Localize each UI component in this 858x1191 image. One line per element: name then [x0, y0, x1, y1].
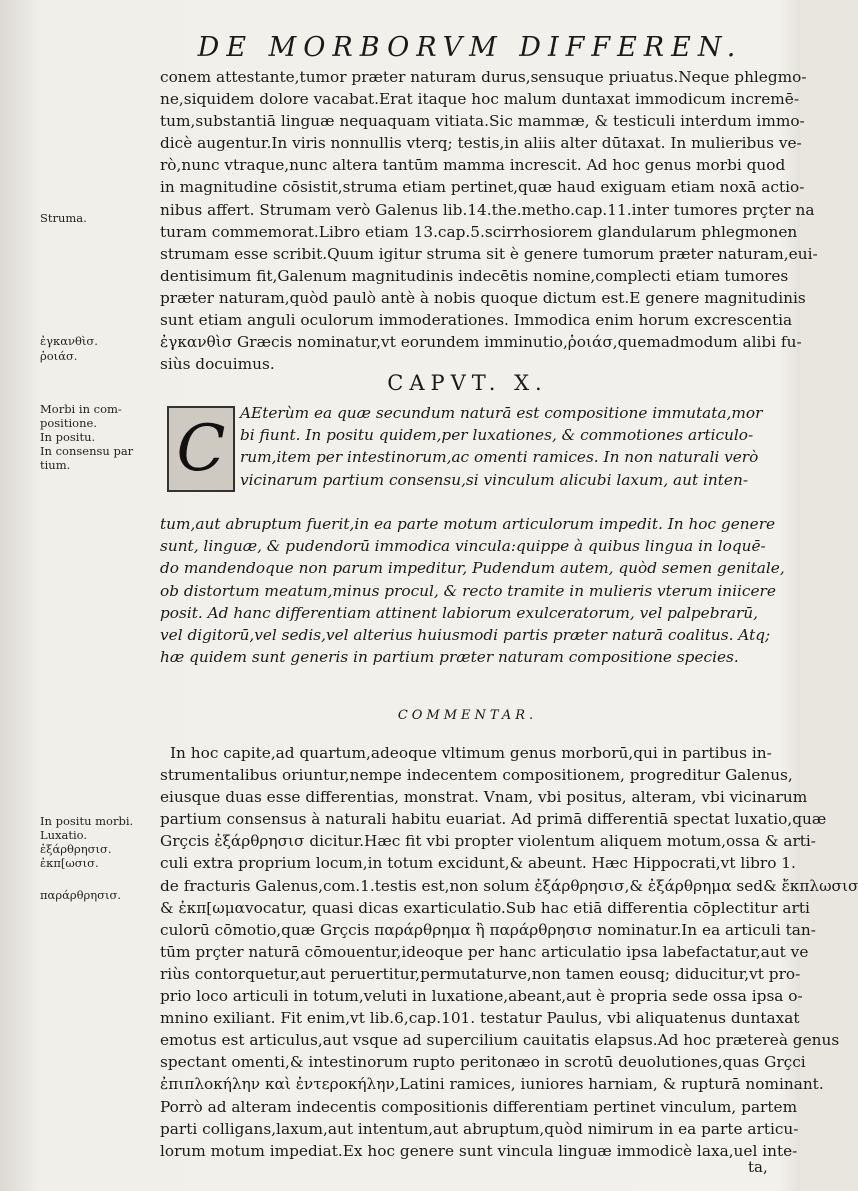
- margin-note-line: ἐκπ[ωσισ.: [40, 856, 99, 870]
- margin-note-line: In positu morbi.: [40, 814, 134, 828]
- text-line: AEterùm ea quæ secundum naturā est compositione immutata,mor: [240, 404, 763, 422]
- text-line: bi fiunt. In positu quidem,per luxationes, & commotiones articulo-: [240, 426, 754, 445]
- text-line: partium consensus à naturali habitu euariat. Ad primā differentiā spectat luxatio,quæ: [160, 810, 827, 829]
- text-line: turam commemorat.Libro etiam 13.cap.5.scirrhosiorem glandularum phlegmonen: [160, 222, 798, 241]
- chapter-title: CAPVT. X.: [387, 371, 548, 395]
- margin-note-luxatio: [40, 814, 133, 870]
- text-line: Porrò ad alteram indecentis compositionis differentiam pertinet vinculum, partem: [160, 1097, 798, 1116]
- text-line: posit. Ad hanc differentiam attinent labiorum exulceratorum, vel palpebrarū,: [160, 603, 758, 622]
- text-line: strumam esse scribit.Quum igitur struma sit è genere tumorum præter naturam,eui-: [160, 244, 818, 263]
- text-line: spectant omenti,& intestinorum rupto peritonæo in scrotū deuolutiones,quas Grçci: [160, 1053, 806, 1072]
- margin-note-line: In positu.: [40, 430, 96, 444]
- text-line: sunt, linguæ, & pudendorū immodica vincula:quippe à quibus lingua in loquē-: [160, 537, 766, 556]
- margin-note-line: Morbi in com-: [40, 402, 122, 416]
- text-line: in magnitudine cōsistit,struma etiam pertinet,quæ haud exiguam etiam noxā actio-: [160, 178, 805, 197]
- margin-note-greek-2: ῥοιάσ.: [40, 349, 78, 363]
- text-line: ob distortum meatum,minus procul, & recto tramite in mulieris vterum iniicere: [160, 581, 776, 600]
- text-line: ἐγκανθὶσ Græcis nominatur,vt eorundem imminutio,ῥοιάσ,quemadmodum alibi fu-: [160, 333, 802, 352]
- top-paragraph: [160, 66, 818, 375]
- text-line: hæ quidem sunt generis in partium præter naturam compositione species.: [160, 648, 739, 667]
- text-line: In hoc capite,ad quartum,adeoque vltimum genus morborū,qui in partibus in-: [170, 744, 772, 762]
- text-line: rum,item per intestinorum,ac omenti ramices. In non naturali verò: [240, 448, 759, 467]
- text-line: sunt etiam anguli oculorum immoderationes. Immodica enim horum excrescentia: [160, 311, 793, 330]
- text-line: nibus affert. Strumam verò Galenus lib.14.the.metho.cap.11.inter tumores prçter na: [160, 200, 815, 219]
- text-line: mnino exiliant. Fit enim,vt lib.6,cap.101. testatur Paulus, vbi aliquatenus duntaxat: [160, 1009, 800, 1028]
- margin-note-compositione: [40, 402, 133, 472]
- running-head: DE MORBORVM DIFFEREN.: [197, 32, 743, 63]
- commentary-paragraph: [160, 742, 858, 1162]
- text-line: conem attestante,tumor præter naturam durus,sensuque priuatus.Neque phlegmo-: [160, 68, 807, 86]
- text-line: ἐπιπλοκήλην καὶ ἐντεροκήλην,Latini ramices, iuniores harniam, & rupturā nominant.: [160, 1075, 824, 1094]
- chapter-paragraph-rest: [160, 513, 785, 668]
- text-line: culorū cōmotio,quæ Grçcis παράρθρημα ἢ παράρθρησισ nominatur.In ea articuli tan-: [160, 920, 816, 939]
- text-line: tum,substantiā linguæ nequaquam vitiata.Sic mammæ, & testiculi interdum immo-: [160, 112, 805, 131]
- text-line: culi extra proprium locum,in totum excidunt,& abeunt. Hæc Hippocrati,vt libro 1.: [160, 854, 796, 873]
- margin-note-line: In consensu par: [40, 444, 134, 458]
- text-line: tūm prçter naturā cōmouentur,ideoque per hanc articulatio ipsa labefactatur,aut ve: [160, 942, 809, 961]
- text-line: lorum motum impediat.Ex hoc genere sunt vincula linguæ immodicè laxa,uel inte-: [160, 1141, 798, 1160]
- text-line: do mandendoque non parum impeditur, Pudendum autem, quòd semen genitale,: [160, 559, 785, 578]
- text-line: siùs docuimus.: [160, 355, 275, 374]
- text-line: rò,nunc vtraque,nunc altera tantūm mamma increscit. Ad hoc genus morbi quod: [160, 156, 786, 175]
- margin-note-struma: Struma.: [40, 211, 87, 225]
- text-line: Grçcis ἐξάρθρησισ dicitur.Hæc fit vbi propter violentum aliquem motum,ossa & arti-: [160, 832, 816, 851]
- text-line: præter naturam,quòd paulò antè à nobis quoque dictum est.E genere magnitudinis: [160, 288, 806, 307]
- text-line: emotus est articulus,aut vsque ad supercilium cauitatis elapsus.Ad hoc prætereà genus: [160, 1031, 840, 1050]
- chapter-paragraph-start: [240, 402, 775, 491]
- margin-note-greek-3: παράρθρησισ.: [40, 888, 122, 902]
- decorated-initial: C: [167, 406, 235, 492]
- text-line: vel digitorū,vel sedis,vel alterius huiusmodi partis præter naturā coalitus. Atq;: [160, 626, 771, 645]
- margin-note-greek-1: ἐγκανθὶσ.: [40, 334, 98, 348]
- text-line: strumentalibus oriuntur,nempe indecentem compositionem, progreditur Galenus,: [160, 766, 793, 785]
- text-line: riùs contorquetur,aut peruertitur,permutaturve,non tamen eousq; diducitur,vt pro-: [160, 964, 801, 983]
- text-line: eiusque duas esse differentias, monstrat. Vnam, vbi positus, alteram, vbi vicinarum: [160, 788, 808, 807]
- text-line: prio loco articuli in totum,veluti in luxatione,abeant,aut è propria sede ossa ipsa o-: [160, 987, 803, 1006]
- text-line: de fracturis Galenus,com.1.testis est,non solum ἐξάρθρησισ,& ἐξάρθρημα sed& ἔκπλωσισ: [160, 876, 858, 895]
- text-line: vicinarum partium consensu,si vinculum alicubi laxum, aut inten-: [240, 470, 748, 489]
- text-line: & ἐκπ[ωμαvocatur, quasi dicas exarticulatio.Sub hac etiā differentia cōplectitur arti: [160, 898, 810, 917]
- margin-note-line: positione.: [40, 416, 97, 430]
- text-line: dicè augentur.In viris nonnullis vterq; testis,in aliis alter dūtaxat. In mulieribus ve-: [160, 134, 802, 153]
- margin-note-line: Luxatio.: [40, 828, 88, 842]
- catchword: ta,: [748, 1158, 768, 1176]
- commentary-title: COMMENTAR.: [397, 708, 538, 723]
- margin-note-line: tium.: [40, 458, 71, 472]
- margin-note-line: ἐξάρθρησισ.: [40, 842, 112, 856]
- text-line: ne,siquidem dolore vacabat.Erat itaque hoc malum duntaxat immodicum incremē-: [160, 90, 800, 109]
- text-line: parti colligans,laxum,aut intentum,aut abruptum,quòd nimirum in ea parte articu-: [160, 1119, 799, 1138]
- text-line: dentisimum fit,Galenum magnitudinis indecētis nomine,complecti etiam tumores: [160, 266, 789, 285]
- text-line: tum,aut abruptum fuerit,in ea parte motum articulorum impedit. In hoc genere: [160, 515, 776, 533]
